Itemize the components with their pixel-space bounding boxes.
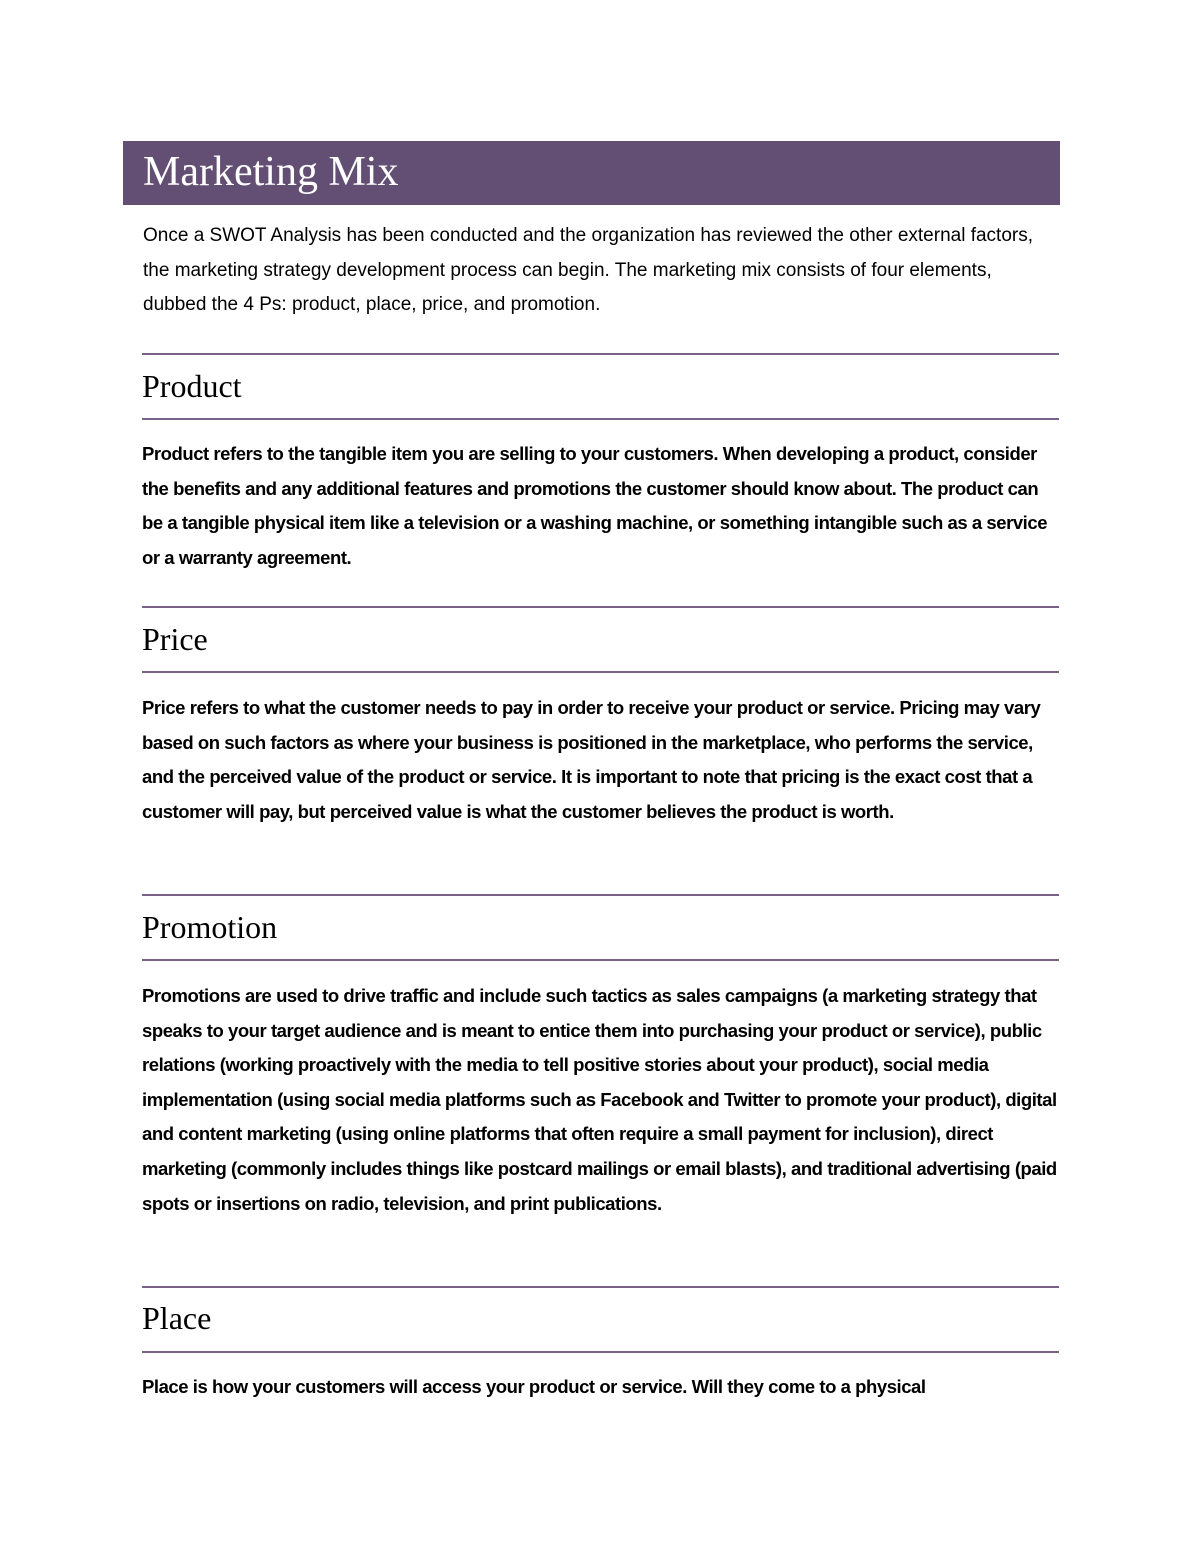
title-banner xyxy=(123,141,1060,205)
section-heading-price: Price xyxy=(142,621,208,657)
page-title: Marketing Mix xyxy=(143,149,399,195)
section-heading-place: Place xyxy=(142,1300,212,1336)
intro-term-marketing-mix: marketing mix xyxy=(652,259,772,281)
section-divider-bottom-product xyxy=(142,418,1059,420)
section-divider-top-price xyxy=(142,606,1059,608)
intro-text-after: consists of four elements, dubbed the 4 Ps: product, place, price, and promotion. xyxy=(143,259,992,315)
section-body-product: Product refers to the tangible item you are selling to your customers. When developing a product, consider the benefits and any additional features and promotions the customer should know about. The product can be a tangible physical item like a television or a washing machine, or something intangible such as a service or a warranty agreement. xyxy=(142,443,1048,568)
section-body-price: Price refers to what the customer needs to pay in order to receive your product or service. Pricing may vary based on such factors as where your business is positioned in the marketplace, who performs the service, and the perceived value of the product or service. It is important to note that pricing is the exact cost that a customer will pay, but perceived value is what the customer believes the product is worth. xyxy=(142,697,1041,822)
section-divider-bottom-place xyxy=(142,1351,1059,1353)
section-divider-bottom-price xyxy=(142,671,1059,673)
section-divider-top-promotion xyxy=(142,894,1059,896)
section-divider-bottom-promotion xyxy=(142,959,1059,961)
section-divider-top-product xyxy=(142,353,1059,355)
section-heading-promotion: Promotion xyxy=(142,909,278,945)
section-body-place: Place is how your customers will access your product or service. Will they come to a physical xyxy=(142,1376,926,1397)
section-body-promotion: Promotions are used to drive traffic and include such tactics as sales campaigns (a marketing strategy that speaks to your target audience and is meant to entice them into purchasing your product or service), public relations (working proactively with the media to tell positive stories about your product), social media implementation (using social media platforms such as Facebook and Twitter to promote your product), digital and content marketing (using online platforms that often require a small payment for inclusion), direct marketing (commonly includes things like postcard mailings or email blasts), and traditional advertising (paid spots or insertions on radio, television, and print publications. xyxy=(142,985,1057,1214)
section-divider-top-place xyxy=(142,1286,1059,1288)
intro-paragraph xyxy=(143,219,1058,323)
intro-text-before: Once a SWOT Analysis has been conducted and the organization has reviewed the other external factors, the marketing strategy development process can begin. The xyxy=(143,225,1034,281)
section-heading-product: Product xyxy=(142,368,242,404)
